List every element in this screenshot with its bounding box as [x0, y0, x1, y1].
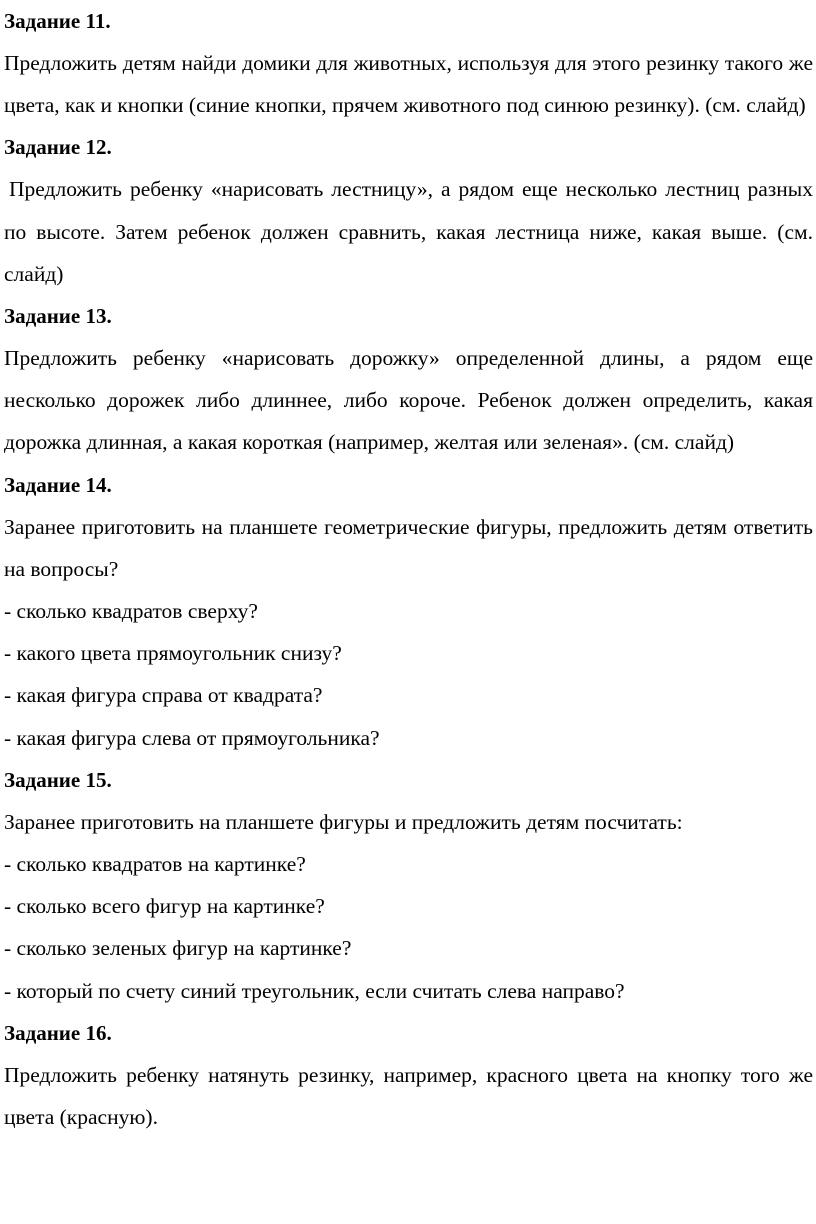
task-11	[4, 0, 813, 126]
question-item: - сколько квадратов на картинке?	[4, 852, 306, 877]
task-text: Заранее приготовить на планшете геометрические фигуры, предложить детям ответить на вопросы?	[4, 514, 813, 581]
task-text: Предложить ребенку натянуть резинку, например, красного цвета на кнопку того же цвета (красную).	[4, 1062, 813, 1130]
question-item: - который по счету синий треугольник, если считать слева направо?	[4, 978, 625, 1003]
task-13	[4, 295, 813, 464]
question-item: - какого цвета прямоугольник снизу?	[4, 641, 342, 666]
task-heading: Задание 12.	[4, 135, 112, 160]
task-16	[4, 1012, 813, 1138]
task-text: Предложить ребенку «нарисовать лестницу», а рядом еще несколько лестниц разных по высоте. Затем ребенок должен сравнить, какая лестница ниже, какая выше. (см. слайд)	[4, 177, 813, 286]
question-item: - сколько квадратов сверху?	[4, 599, 258, 624]
task-heading: Задание 11.	[4, 9, 111, 33]
task-heading: Задание 14.	[4, 472, 112, 497]
task-12	[4, 126, 813, 295]
question-item: - сколько всего фигур на картинке?	[4, 894, 325, 919]
task-heading: Задание 15.	[4, 767, 112, 792]
task-text: Предложить ребенку «нарисовать дорожку» определенной длины, а рядом еще несколько дорожек либо длиннее, либо короче. Ребенок должен определить, какая дорожка длинная, а какая короткая (например, желтая или зеленая». (см. слайд)	[4, 346, 813, 455]
task-heading: Задание 13.	[4, 304, 112, 329]
task-text: Предложить детям найди домики для животных, используя для этого резинку такого же цвета, как и кнопки (синие кнопки, прячем животного под синюю резинку). (см. слайд)	[4, 51, 813, 118]
task-text: Заранее приготовить на планшете фигуры и предложить детям посчитать:	[4, 809, 683, 834]
question-item: - какая фигура слева от прямоугольника?	[4, 725, 380, 750]
task-14	[4, 464, 813, 759]
task-heading: Задание 16.	[4, 1020, 112, 1045]
question-item: - сколько зеленых фигур на картинке?	[4, 936, 352, 961]
task-15	[4, 759, 813, 1012]
question-item: - какая фигура справа от квадрата?	[4, 683, 323, 708]
